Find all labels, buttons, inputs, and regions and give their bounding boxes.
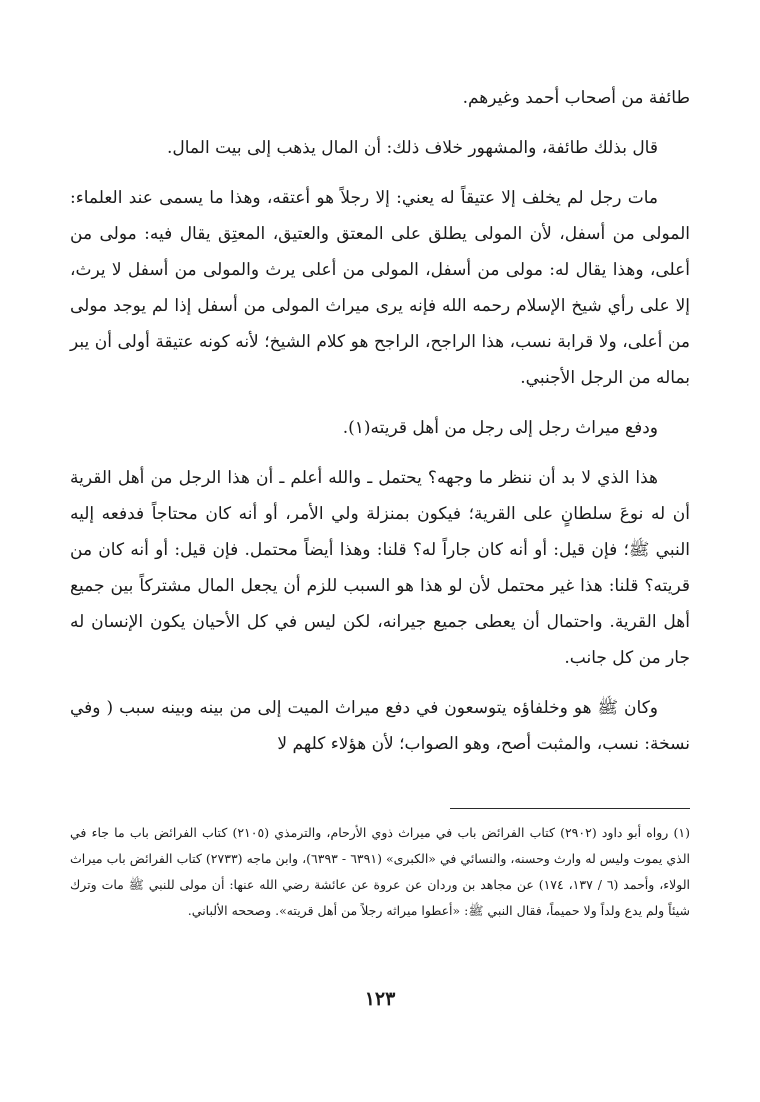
main-text — [70, 80, 690, 776]
page-number: ١٢٣ — [364, 988, 396, 1010]
paragraph-2: قال بذلك طائفة، والمشهور خلاف ذلك: أن المال يذهب إلى بيت المال. — [167, 138, 658, 158]
paragraph-3: مات رجل لم يخلف إلا عتيقاً له يعني: إلا رجلاً هو أعتقه، وهذا ما يسمى عند العلماء: المولى من أسفل، لأن المولى يطلق على المعتق والعتيق، المعتِق يقال فيه: مولى من أعلى، وهذا يقال له: مولى من أسفل، المولى من أعلى يرث والمولى من أسفل لا يرث، إلا على رأي شيخ الإسلام رحمه الله فإنه يرى ميراث المولى من أسفل إذا لم يوجد مولى من أعلى، ولا قرابة نسب، هذا الراجح، الراجح هو كلام الشيخ؛ لأنه كونه عتيقة أولى أن يبر بماله من الرجل الأجنبي. — [70, 188, 690, 388]
paragraph-5: هذا الذي لا بد أن ننظر ما وجهه؟ يحتمل ـ والله أعلم ـ أن هذا الرجل من أهل القرية أن له نوعَ سلطانٍ على القرية؛ فيكون بمنزلة ولي الأمر، أو أنه كان محتاجاً فدفعه إليه النبي ﷺ؛ فإن قيل: أو أنه كان جاراً له؟ قلنا: وهذا أيضاً محتمل. فإن قيل: أو أنه كان من قريته؟ قلنا: هذا غير محتمل لأن لو هذا هو السبب للزم أن يجعل المال مشتركاً بين جميع أهل القرية. واحتمال أن يعطى جميع جيرانه، لكن ليس في كل الأحيان يكون الإنسان له جار من كل جانب. — [70, 468, 690, 668]
footnote-separator — [450, 808, 690, 809]
paragraph-1: طائفة من أصحاب أحمد وغيرهم. — [462, 88, 690, 108]
footnotes — [70, 820, 690, 924]
paragraph-4: ودفع ميراث رجل إلى رجل من أهل قريته(١). — [342, 418, 658, 438]
footnote-1: (١) رواه أبو داود (٢٩٠٢) كتاب الفرائض باب في ميراث ذوي الأرحام، والترمذي (٢١٠٥) كتاب الفرائض باب ما جاء في الذي يموت وليس له وارث وحسنه، والنسائي في «الكبرى» (٦٣٩١ - ٦٣٩٣)، وابن ماجه (٢٧٣٣) كتاب الفرائض باب ميراث الولاء، وأحمد (٦ / ١٣٧، ١٧٤) عن مجاهد بن وردان عن عروة عن عائشة رضي الله عنها: أن مولى للنبي ﷺ مات وترك شيئاً ولم يدع ولداً ولا حميماً، فقال النبي ﷺ: «أعطوا ميراثه رجلاً من أهل قريته». وصححه الألباني. — [70, 825, 691, 918]
paragraph-6: وكان ﷺ هو وخلفاؤه يتوسعون في دفع ميراث الميت إلى من بينه وبينه سبب ( وفي نسخة: نسب، والمثبت أصح، وهو الصواب؛ لأن هؤلاء كلهم لا — [70, 698, 690, 754]
